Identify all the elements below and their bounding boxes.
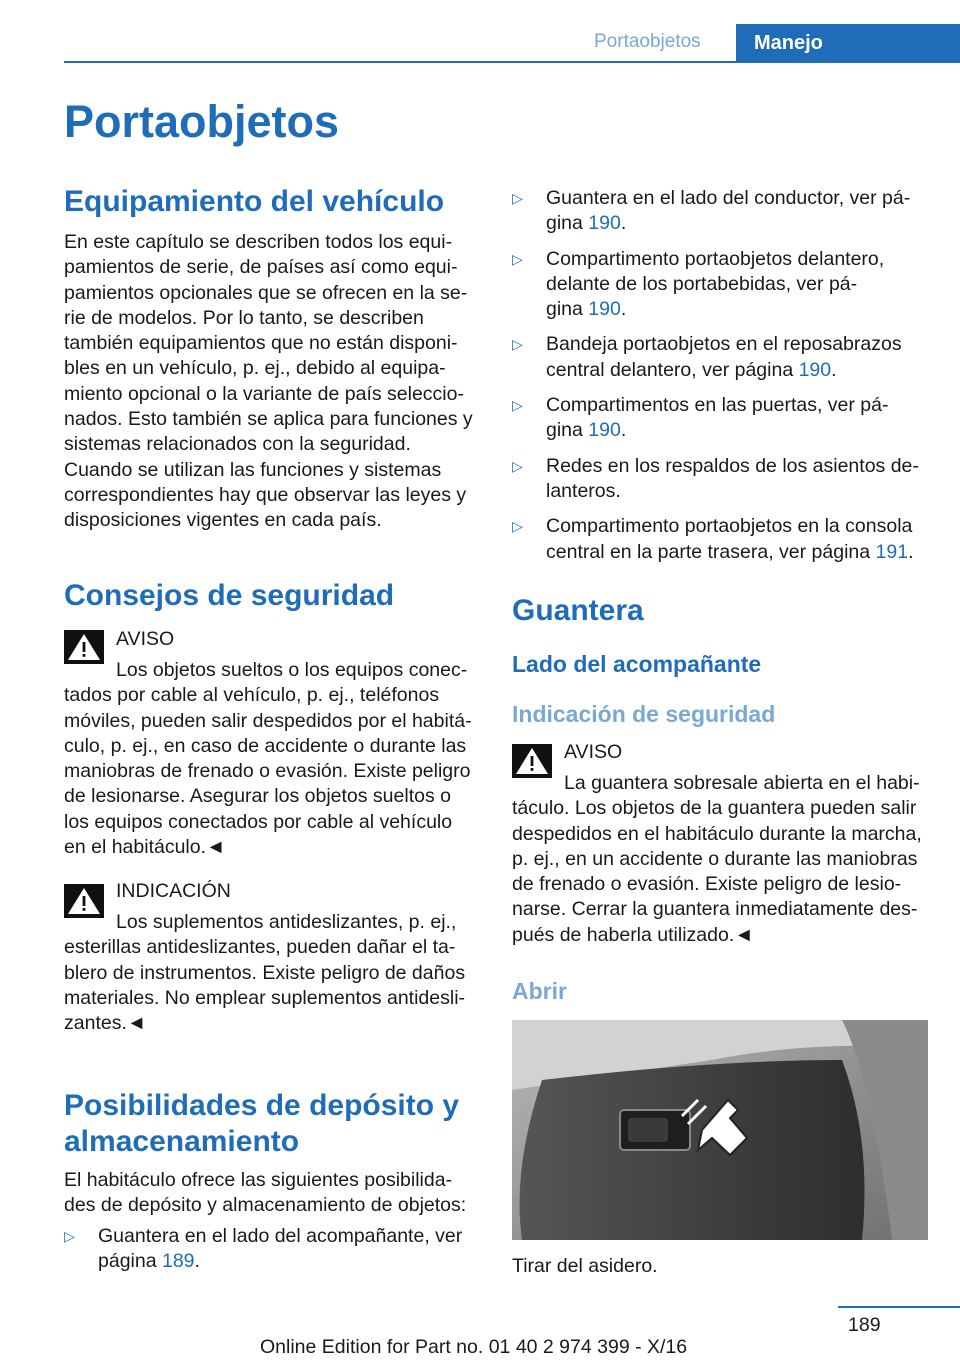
text-line: maniobras de frenado o evasión. Existe peligro xyxy=(64,760,471,783)
header-tab: Manejo xyxy=(736,24,960,62)
heading-consejos: Consejos de seguridad xyxy=(64,579,395,612)
text-line: Redes en los respaldos de los asientos de- xyxy=(546,454,919,477)
text-line: Los objetos sueltos o los equipos conec- xyxy=(116,659,468,681)
footer-rule xyxy=(838,1306,960,1308)
text-line: narse. Cerrar la guantera inmediatamente des- xyxy=(512,898,918,921)
text-line: despedidos en el habitáculo durante la marcha, xyxy=(512,822,922,845)
bullet-icon: ▷ xyxy=(512,518,523,535)
text-line: también equipamientos que no están disponi- xyxy=(64,332,458,355)
text-line: miento opcional o la variante de país seleccio- xyxy=(64,382,464,405)
glovebox-photo xyxy=(512,1020,928,1240)
text-line: Compartimentos en las puertas, ver pá- xyxy=(546,394,889,417)
heading-line: Posibilidades de depósito y xyxy=(64,1089,460,1122)
text-span: . xyxy=(194,1250,200,1273)
page-link[interactable]: 190 xyxy=(588,419,621,442)
page-title: Portaobjetos xyxy=(64,96,340,147)
list-item xyxy=(64,1224,486,1275)
warning-label: AVISO xyxy=(564,741,623,763)
text-span: gina xyxy=(546,298,589,321)
text-line: lanteros. xyxy=(546,479,621,502)
warning-text xyxy=(512,771,932,948)
header-rule xyxy=(64,61,960,63)
list-item xyxy=(512,393,932,444)
text-line: des de depósito y almacenamiento de objetos: xyxy=(64,1194,467,1217)
storage-list-right xyxy=(512,186,932,575)
text-span: central delantero, ver página xyxy=(546,358,799,381)
text-line: En este capítulo se describen todos los equi- xyxy=(64,231,453,253)
page-link[interactable]: 190 xyxy=(588,212,621,235)
page-link[interactable]: 190 xyxy=(798,358,832,381)
text-line: culo, p. ej., en caso de accidente o durante las xyxy=(64,734,467,757)
text-span: gina xyxy=(546,212,589,235)
text-line: zantes.◄ xyxy=(64,1012,147,1035)
heading-line: almacenamiento xyxy=(64,1125,300,1158)
text-span: . xyxy=(620,212,627,235)
text-line: Guantera en el lado del acompañante, ver xyxy=(98,1225,463,1247)
bullet-icon: ▷ xyxy=(512,190,523,206)
bullet-icon: ▷ xyxy=(512,250,523,267)
text-line: Compartimento portaobjetos delantero, xyxy=(546,247,885,270)
text-line: los equipos conectados por cable al vehículo xyxy=(64,810,453,833)
bullet-icon: ▷ xyxy=(512,397,523,414)
text-line: El habitáculo ofrece las siguientes posibilida- xyxy=(64,1169,453,1191)
page-link[interactable]: 189 xyxy=(161,1250,195,1273)
text-line: rie de modelos. Por lo tanto, se describen xyxy=(64,306,424,329)
text-span: . xyxy=(620,419,627,442)
text-line: pués de haberla utilizado.◄ xyxy=(512,923,754,946)
text-line: táculo. Los objetos de la guantera pueden salir xyxy=(512,797,917,820)
text-span: . xyxy=(831,358,837,381)
text-line: pamientos opcionales que se ofrecen en la se- xyxy=(64,281,468,304)
page-link[interactable]: 190 xyxy=(588,298,621,321)
heading-guantera: Guantera xyxy=(512,594,644,627)
subheading-abrir: Abrir xyxy=(512,978,567,1004)
text-line: materiales. No emplear suplementos antidesli- xyxy=(64,986,466,1009)
heading-equipamiento: Equipamiento del vehículo xyxy=(64,185,445,218)
text-line: disposiciones vigentes en cada país. xyxy=(64,509,382,532)
bullet-icon: ▷ xyxy=(512,457,523,474)
page-link[interactable]: 191 xyxy=(875,540,909,563)
text-line: bles en un vehículo, p. ej., debido al equipa- xyxy=(64,357,446,380)
list-item xyxy=(512,247,932,323)
warning-label: AVISO xyxy=(116,628,175,650)
list-item xyxy=(512,332,932,383)
text-line: correspondientes hay que observar las leyes y xyxy=(64,483,467,506)
text-line: pamientos de serie, de países así como equi- xyxy=(64,256,458,279)
text-line: delante de los portabebidas, ver pá- xyxy=(546,272,858,295)
text-line: Cuando se utilizan las funciones y sistemas xyxy=(64,458,442,481)
text-line: Bandeja portaobjetos en el reposabrazos xyxy=(546,333,902,356)
list-item xyxy=(512,514,932,565)
notice-text xyxy=(64,910,486,1036)
text-line: Compartimento portaobjetos en la consola xyxy=(546,515,913,538)
text-line: en el habitáculo.◄ xyxy=(64,836,226,859)
text-span: central en la parte trasera, ver página xyxy=(546,540,876,563)
photo-caption: Tirar del asidero. xyxy=(512,1255,658,1277)
subheading-seguridad: Indicación de seguridad xyxy=(512,701,776,727)
text-span: gina xyxy=(546,419,589,442)
storage-list-left xyxy=(64,1224,486,1285)
page-number: 189 xyxy=(848,1314,881,1336)
list-item xyxy=(512,454,932,505)
text-line: esterillas antideslizantes, pueden dañar el ta- xyxy=(64,936,456,959)
subheading-acompanante: Lado del acompañante xyxy=(512,651,762,677)
bullet-icon: ▷ xyxy=(64,1228,75,1244)
text-line: La guantera sobresale abierta en el habi- xyxy=(564,772,920,794)
text-span: . xyxy=(908,540,914,563)
text-line: móviles, pueden salir despedidos por el habitá- xyxy=(64,709,472,732)
text-line: de lesionarse. Asegurar los objetos sueltos o xyxy=(64,785,451,808)
heading-posibilidades xyxy=(64,1088,459,1160)
text-line: p. ej., en un accidente o durante las maniobras xyxy=(512,847,918,870)
bullet-icon: ▷ xyxy=(512,336,523,353)
text-line: nados. Esto también se aplica para funciones y xyxy=(64,408,473,431)
text-span: página xyxy=(98,1250,162,1273)
text-line: blero de instrumentos. Existe peligro de daños xyxy=(64,961,466,984)
paragraph-posibilidades xyxy=(64,1168,486,1219)
warning-text xyxy=(64,658,486,860)
text-span: . xyxy=(620,298,627,321)
paragraph-equipamiento xyxy=(64,230,486,534)
text-line: sistemas relacionados con la seguridad. xyxy=(64,433,411,456)
notice-label: INDICACIÓN xyxy=(116,880,231,902)
header-section-label: Portaobjetos xyxy=(594,31,701,52)
text-line: Los suplementos antideslizantes, p. ej., xyxy=(116,911,457,933)
list-item xyxy=(512,186,932,237)
footer-edition: Online Edition for Part no. 01 40 2 974 399 - X/16 xyxy=(260,1336,688,1358)
text-line: Guantera en el lado del conductor, ver pá- xyxy=(546,187,911,209)
text-line: tados por cable al vehículo, p. ej., teléfonos xyxy=(64,684,440,707)
text-line: de frenado o evasión. Existe peligro de lesio- xyxy=(512,873,902,896)
